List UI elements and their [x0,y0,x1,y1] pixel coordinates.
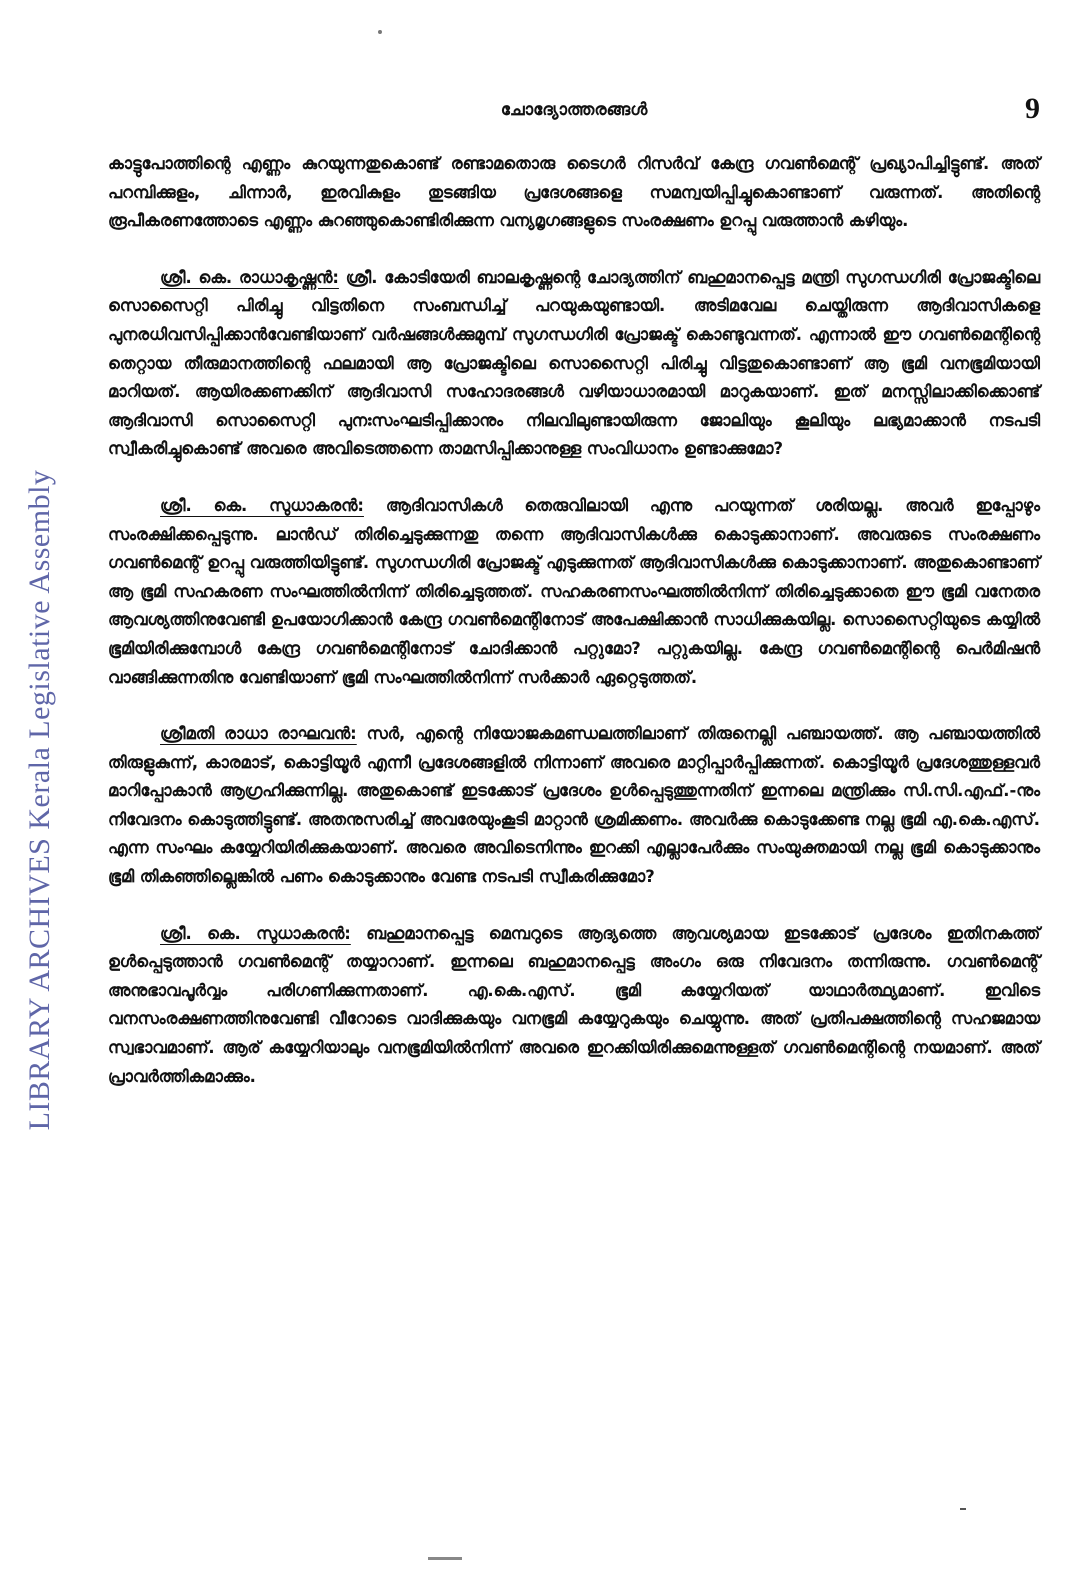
paragraph-text: സർ, എന്റെ നിയോജകമണ്ഡലത്തിലാണ് തിരുനെല്ലി പഞ്ചായത്ത്. ആ പഞ്ചായത്തിൽ തിരുളുകുന്ന്, കാരമാട്, കൊട്ടിയൂർ എന്നീ പ്രദേശങ്ങളിൽ നിന്നാണ് അവരെ മാറ്റിപ്പാർപ്പിക്കുന്നത്. കൊട്ടിയൂർ പ്രദേശത്തുള്ളവർ മാറിപ്പോകാൻ ആഗ്രഹിക്കുന്നില്ല. അതുകൊണ്ട് ഇടക്കോട് പ്രദേശം ഉൾപ്പെടുത്തുന്നതിന് ഇന്നലെ മന്ത്രിക്കും സി.സി.എഫ്.-നും നിവേദനം കൊടുത്തിട്ടുണ്ട്. അതനുസരിച്ച് അവരേയുംകൂടി മാറ്റാൻ ശ്രമിക്കണം. അവർക്കു കൊടുക്കേണ്ട നല്ല ഭൂമി എ.കെ.എസ്. എന്ന സംഘം കയ്യേറിയിരിക്കുകയാണ്. അവരെ അവിടെനിന്നും ഇറക്കി എല്ലാപേർക്കും സംയുക്തമായി നല്ല ഭൂമി കൊടുക്കാനും ഭൂമി തികഞ്ഞില്ലെങ്കിൽ പണം കൊടുക്കാനും വേണ്ട നടപടി സ്വീകരിക്കുമോ? [108,724,1040,887]
paragraph-text: ബഹുമാനപ്പെട്ട മെമ്പറുടെ ആദ്യത്തെ ആവശ്യമായ ഇടക്കോട് പ്രദേശം ഇതിനകത്ത് ഉൾപ്പെടുത്താൻ ഗവൺമെന്റ് തയ്യാറാണ്. ഇന്നലെ ബഹുമാനപ്പെട്ട അംഗം ഒരു നിവേദനം തന്നിരുന്നു. ഗവൺമെന്റ് അനുഭാവപൂർവ്വം പരിഗണിക്കുന്നതാണ്. എ.കെ.എസ്. ഭൂമി കയ്യേറിയത് യാഥാർത്ഥ്യമാണ്. ഇവിടെ വനസംരക്ഷണത്തിനുവേണ്ടി വീറോടെ വാദിക്കുകയും വനഭൂമി കയ്യേറുകയും ചെയ്യുന്നു. അത് പ്രതിപക്ഷത്തിന്റെ സഹജമായ സ്വഭാവമാണ്. ആര് കയ്യേറിയാലും വനഭൂമിയിൽനിന്ന് അവരെ ഇറക്കിയിരിക്കുമെന്നുള്ളത് ഗവൺമെന്റിന്റെ നയമാണ്. അത് പ്രാവർത്തികമാക്കും. [108,923,1040,1086]
scan-speck [428,1557,462,1560]
page-body [108,150,1040,1119]
paragraph [108,492,1040,692]
running-title: ചോദ്യോത്തരങ്ങൾ [500,100,648,120]
paragraph [108,720,1040,892]
speaker-name: ശ്രീമതി രാധാ രാഘവൻ: [160,724,357,744]
paragraph [108,150,1040,236]
speaker-name: ശ്രീ. കെ. സുധാകരൻ: [160,923,351,943]
paragraph [108,920,1040,1092]
page-header [108,92,1040,132]
scan-speck [960,1508,966,1510]
page-number: 9 [1025,92,1040,125]
paragraph-text: ശ്രീ. കോടിയേരി ബാലകൃഷ്ണന്റെ ചോദ്യത്തിന് ബഹുമാനപ്പെട്ട മന്ത്രി സുഗന്ധഗിരി പ്രോജക്ടിലെ സൊസൈറ്റി പിരിച്ചു വിട്ടതിനെ സംബന്ധിച്ച് പറയുകയുണ്ടായി. അടിമവേല ചെയ്തിരുന്ന ആദിവാസികളെ പുനരധിവസിപ്പിക്കാൻവേണ്ടിയാണ് വർഷങ്ങൾക്കുമുമ്പ് സുഗന്ധഗിരി പ്രോജക്ട് കൊണ്ടുവന്നത്. എന്നാൽ ഈ ഗവൺമെന്റിന്റെ തെറ്റായ തീരുമാനത്തിന്റെ ഫലമായി ആ പ്രോജക്ടിലെ സൊസൈറ്റി പിരിച്ചു വിട്ടതുകൊണ്ടാണ് ആ ഭൂമി വനഭൂമിയായി മാറിയത്. ആയിരക്കണക്കിന് ആദിവാസി സഹോദരങ്ങൾ വഴിയാധാരമായി മാറുകയാണ്. ഇത് മനസ്സിലാക്കിക്കൊണ്ട് ആദിവാസി സൊസൈറ്റി പുനഃസംഘടിപ്പിക്കാനും നിലവിലുണ്ടായിരുന്ന ജോലിയും കൂലിയും ലഭ്യമാക്കാൻ നടപടി സ്വീകരിച്ചുകൊണ്ട് അവരെ അവിടെത്തന്നെ താമസിപ്പിക്കാനുള്ള സംവിധാനം ഉണ്ടാക്കുമോ? [108,267,1040,459]
paragraph-text: ആദിവാസികൾ തെരുവിലായി എന്നു പറയുന്നത് ശരിയല്ല. അവർ ഇപ്പോഴും സംരക്ഷിക്കപ്പെടുന്നു. ലാൻഡ് തിരിച്ചെടുക്കുന്നതു തന്നെ ആദിവാസികൾക്കു കൊടുക്കാനാണ്. അവരുടെ സംരക്ഷണം ഗവൺമെന്റ് ഉറപ്പു വരുത്തിയിട്ടുണ്ട്. സുഗന്ധഗിരി പ്രോജക്ട് എടുക്കുന്നത് ആദിവാസികൾക്കു കൊടുക്കാനാണ്. അതുകൊണ്ടാണ് ആ ഭൂമി സഹകരണ സംഘത്തിൽനിന്ന് തിരിച്ചെടുത്തത്. സഹകരണസംഘത്തിൽനിന്ന് തിരിച്ചെടുക്കാതെ ഈ ഭൂമി വനേതര ആവശ്യത്തിനുവേണ്ടി ഉപയോഗിക്കാൻ കേന്ദ്ര ഗവൺമെന്റിനോട് അപേക്ഷിക്കാൻ സാധിക്കുകയില്ല. സൊസൈറ്റിയുടെ കയ്യിൽ ഭൂമിയിരിക്കുമ്പോൾ കേന്ദ്ര ഗവൺമെന്റിനോട് ചോദിക്കാൻ പറ്റുമോ? പറ്റുകയില്ല. കേന്ദ്ര ഗവൺമെന്റിന്റെ പെർമിഷൻ വാങ്ങിക്കുന്നതിനു വേണ്ടിയാണ് ഭൂമി സംഘത്തിൽനിന്ന് സർക്കാർ ഏറ്റെടുത്തത്. [108,495,1040,687]
scan-speck [378,30,382,34]
paragraph [108,264,1040,464]
speaker-name: ശ്രീ. കെ. രാധാകൃഷ്ണൻ: [160,267,339,287]
speaker-name: ശ്രീ. കെ. സുധാകരൻ: [160,495,364,515]
archive-watermark: LIBRARY ARCHIVES Kerala Legislative Assembly [23,469,56,1131]
paragraph-text: കാട്ടുപോത്തിന്റെ എണ്ണം കുറയുന്നതുകൊണ്ട് രണ്ടാമതൊരു ടൈഗർ റിസർവ് കേന്ദ്ര ഗവൺമെന്റ് പ്രഖ്യാപിച്ചിട്ടുണ്ട്. അത് പറമ്പിക്കുളം, ചിന്നാർ, ഇരവികുളം തുടങ്ങിയ പ്രദേശങ്ങളെ സമന്വയിപ്പിച്ചുകൊണ്ടാണ് വരുന്നത്. അതിന്റെ രൂപീകരണത്തോടെ എണ്ണം കുറഞ്ഞുകൊണ്ടിരിക്കുന്ന വന്യമൃഗങ്ങളുടെ സംരക്ഷണം ഉറപ്പു വരുത്താൻ കഴിയും. [108,154,1040,231]
